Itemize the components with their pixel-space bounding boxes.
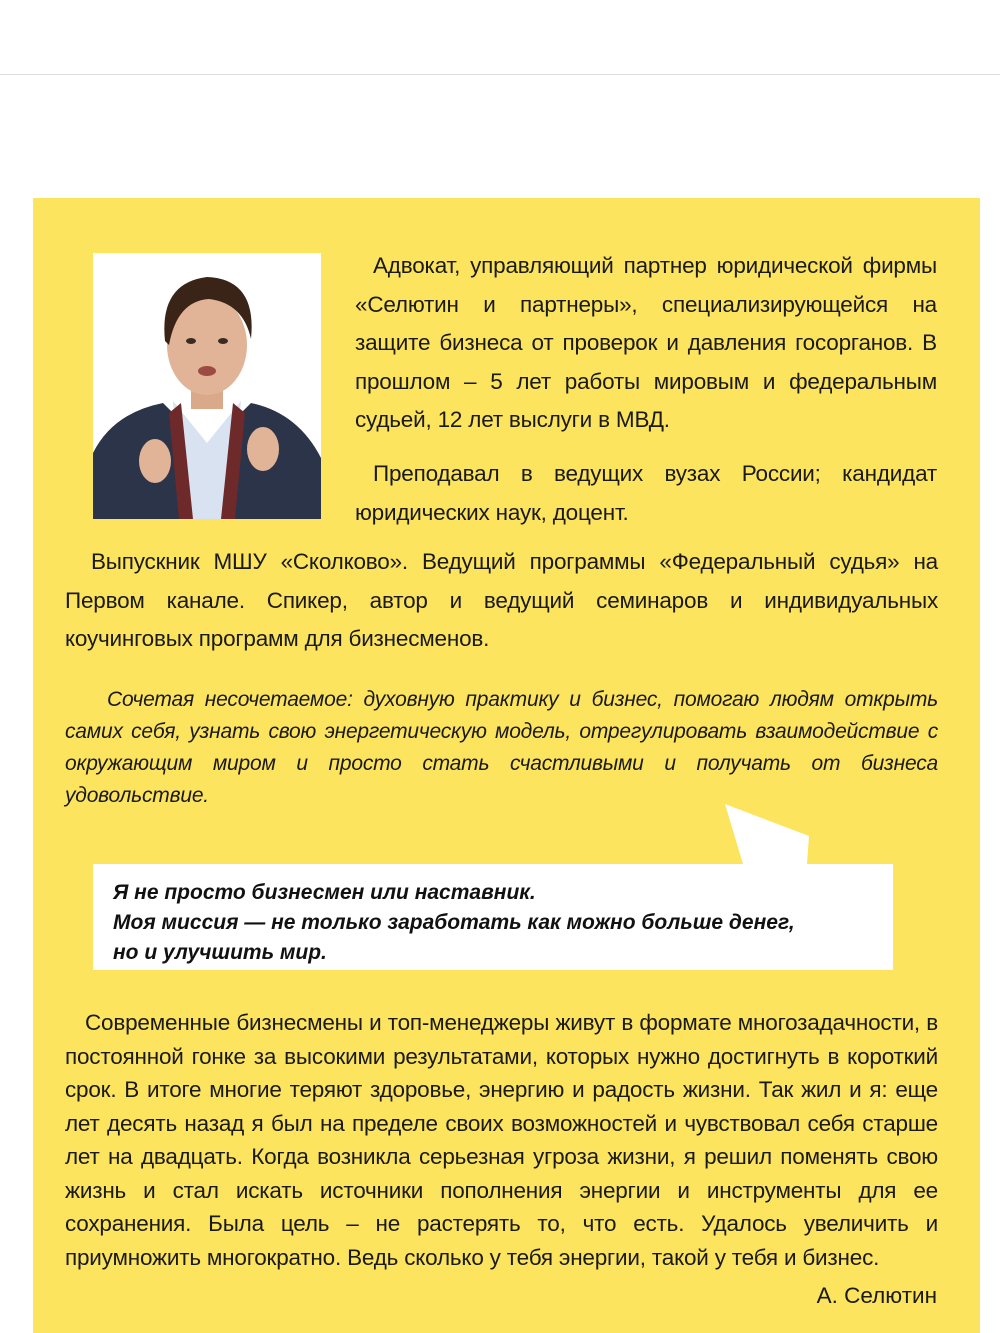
mission-paragraph: Сочетая несочетаемое: духовную практику и бизнес, помогаю людям открыть самих себя, узнать свою энергетическую модель, отрегулировать взаимодействие с окружающим миром и просто стать счастливыми и получать от бизнеса удовольствие. bbox=[65, 688, 938, 807]
portrait-image bbox=[93, 253, 321, 519]
author-photo bbox=[93, 253, 321, 519]
story-paragraph: Современные бизнесмены и топ-менеджеры живут в формате многозадачности, в постоянной гонке за высокими результатами, которых нужно достигнуть в короткий срок. В итоге многие теряют здоровье, энергию и радость жизни. Так жил и я: еще лет десять назад я был на пределе своих возможностей и чувствовал себя старше лет на двадцать. Когда возникла серьезная угроза жизни, я решил поменять свою жизнь и стал искать источники пополнения энергии и инструменты для ее сохранения. Была цель – не растерять то, что есть. Удалось увеличить и приумножить многократно. Ведь сколько у тебя энергии, такой у тебя и бизнес. bbox=[65, 1010, 938, 1270]
top-divider bbox=[0, 74, 1000, 75]
intro-paragraph: Адвокат, управляющий партнер юридической фирмы «Селютин и партнеры», специализирующейся на защите бизнеса от проверок и давления госорганов. В прошлом – 5 лет работы мировым и федеральным судьей, 12 лет выслуги в МВД. bbox=[355, 253, 937, 432]
yellow-content-panel bbox=[33, 198, 980, 1333]
quote-line-3: но и улучшить мир. bbox=[113, 941, 327, 964]
teaching-paragraph: Преподавал в ведущих вузах России; кандидат юридических наук, доцент. bbox=[355, 461, 937, 525]
signature: А. Селютин bbox=[816, 1283, 937, 1308]
quote-line-2: Моя миссия — не только заработать как можно больше денег, bbox=[113, 911, 795, 934]
quote-text bbox=[113, 878, 913, 968]
career-paragraph: Выпускник МШУ «Сколково». Ведущий программы «Федеральный судья» на Первом канале. Спикер, автор и ведущий семинаров и индивидуальных коучинговых программ для бизнесменов. bbox=[65, 549, 938, 651]
quote-speech-bubble bbox=[93, 804, 953, 974]
quote-line-1: Я не просто бизнесмен или наставник. bbox=[113, 881, 536, 904]
